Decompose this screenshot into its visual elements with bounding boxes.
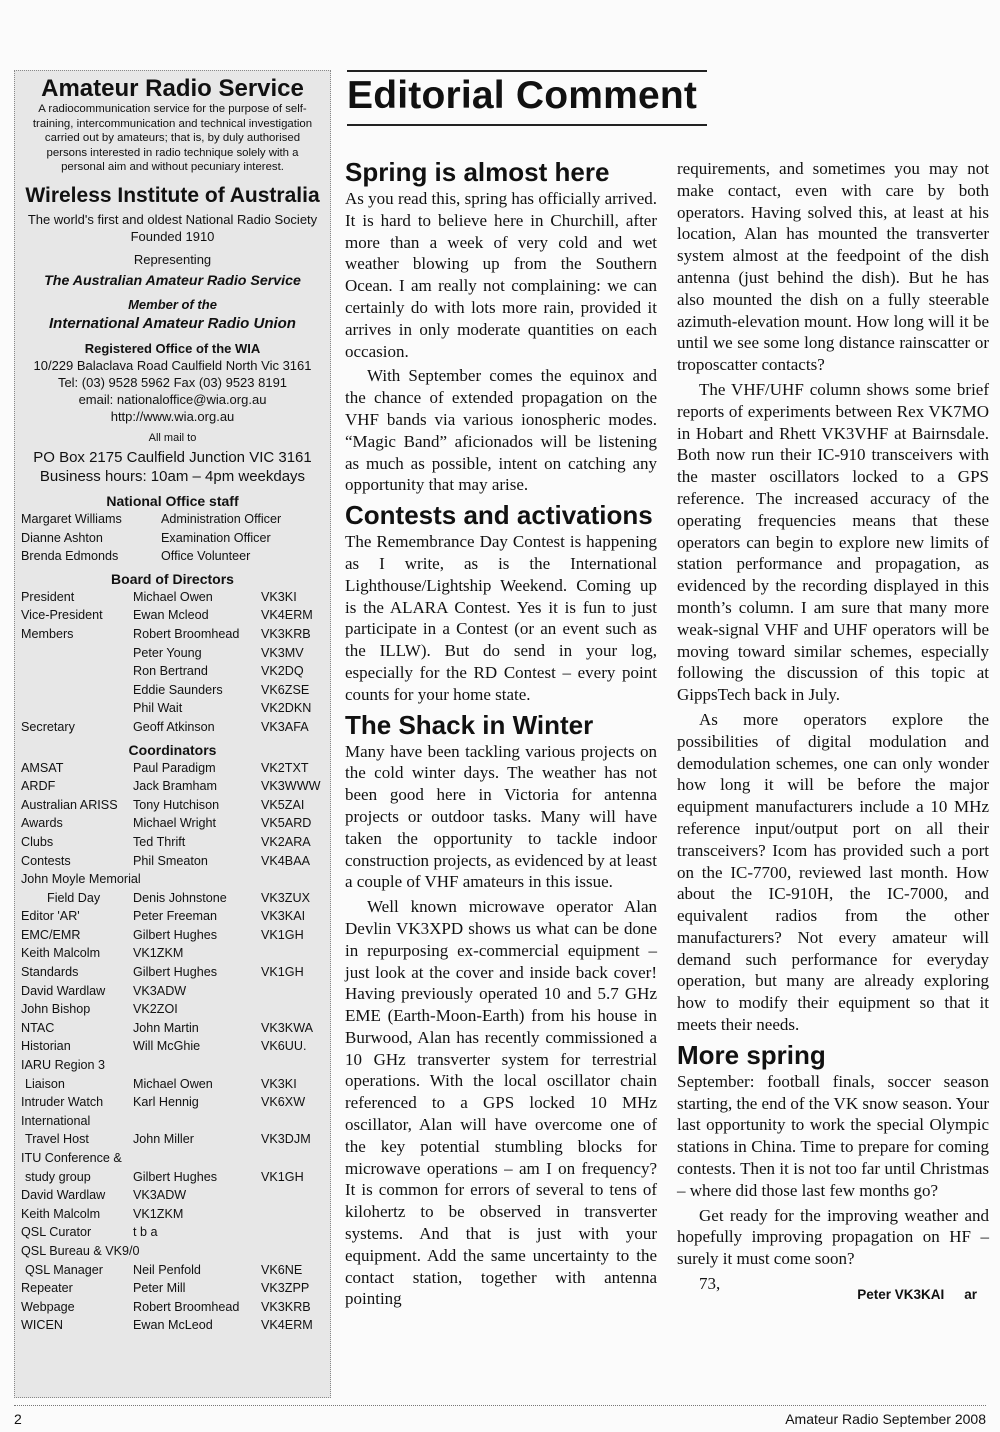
section-heading: Contests and activations [345, 500, 653, 531]
role-cell [21, 644, 133, 663]
sidebar-panel [14, 70, 331, 1398]
name-cell: Gilbert Hughes [133, 927, 217, 942]
name-cell: Tony Hutchison [133, 797, 220, 812]
office-phone: Tel: (03) 9528 5962 Fax (03) 9523 8191 [57, 374, 288, 390]
name-cell: Karl Hennig [133, 1095, 199, 1110]
role-cell: ITU Conference & [21, 1151, 122, 1165]
callsign-cell: VK1GH [261, 927, 304, 942]
callsign-cell [261, 1000, 324, 1019]
callsign-cell: VK2TXT [261, 760, 309, 775]
office-address: 10/229 Balaclava Road Caulfield North Vic 3161 [33, 357, 312, 373]
business-hours: Business hours: 10am – 4pm weekdays [39, 468, 306, 485]
name-cell: John Martin [133, 1020, 199, 1035]
name-cell: Ewan Mcleod [133, 608, 209, 623]
coordinator-row [21, 1093, 324, 1112]
callsign-cell [261, 1149, 324, 1168]
name-cell: Ewan McLeod [133, 1318, 213, 1333]
role-cell: Keith Malcolm [21, 946, 101, 961]
coordinator-row [21, 963, 324, 982]
sidebar-title: Amateur Radio Service [41, 75, 304, 102]
coordinator-row [21, 926, 324, 945]
staff-row [21, 529, 324, 548]
role-cell [21, 662, 133, 681]
coordinator-row [21, 1000, 324, 1019]
role-cell: QSL Manager [25, 1262, 103, 1277]
callsign-cell [261, 1242, 324, 1261]
role-cell: Contests [21, 853, 71, 868]
role-cell: Field Day [47, 890, 101, 905]
office-email: email: nationaloffice@wia.org.au [78, 391, 267, 407]
coordinator-row [21, 1112, 324, 1131]
callsign-cell: VK6NE [261, 1262, 303, 1277]
callsign-cell: VK5ZAI [261, 797, 305, 812]
name-cell: Paul Paradigm [133, 760, 216, 775]
board-row [21, 644, 324, 663]
role-cell: Repeater [21, 1281, 73, 1296]
end-mark: ar [964, 1286, 977, 1302]
role-cell: ARDF [21, 779, 56, 794]
staff-role: Administration Officer [161, 512, 282, 526]
coordinators-list [21, 759, 324, 1335]
coordinator-row [21, 1205, 324, 1224]
board-heading: Board of Directors [111, 570, 234, 587]
signature-line [677, 1284, 989, 1306]
role-cell: Historian [21, 1039, 71, 1054]
paragraph: The VHF/UHF column shows some brief reports of experiments between Rex VK7MO in Hobart and Rhett VK3VHF at Bairnsdale. Both now run their IC-910 transceivers with the master oscillators locked to a GPS reference. The increased accuracy of the operating frequencies means that these operators can begin to explore new limits of station performance and propagation, as evidenced by the recording displayed in this month’s column. I am sure that many more weak-signal VHF and UHF operators will be moving toward similar schemes, especially following the discussion of this topic at GippsTech back in July. [677, 379, 989, 705]
name-cell: Geoff Atkinson [133, 719, 215, 734]
signature: Peter VK3KAI [857, 1286, 945, 1302]
role-cell: NTAC [21, 1020, 55, 1035]
member-of-label: Member of the [128, 296, 217, 312]
callsign-cell: VK3KRB [261, 1299, 311, 1314]
callsign-cell [261, 1056, 324, 1075]
coordinator-row [21, 1316, 324, 1335]
callsign-cell: VK3AFA [261, 719, 309, 734]
callsign-cell: VK2DQ [261, 664, 304, 679]
role-cell: David Wardlaw [21, 983, 106, 998]
callsign-cell: VK2ARA [261, 834, 311, 849]
callsign-cell [261, 944, 324, 963]
editorial-title: Editorial Comment [347, 74, 698, 117]
board-row [21, 588, 324, 607]
representing-label: Representing [133, 251, 212, 267]
role-cell: Secretary [21, 719, 75, 734]
name-cell: John Miller [133, 1132, 194, 1147]
staff-list [21, 510, 324, 566]
role-cell [21, 681, 133, 700]
staff-name: Brenda Edmonds [21, 549, 119, 564]
role-cell: AMSAT [21, 760, 64, 775]
role-cell: EMC/EMR [21, 927, 81, 942]
coordinator-row [21, 833, 324, 852]
page-footer [14, 1405, 986, 1427]
role-cell: Travel Host [25, 1132, 89, 1147]
coordinator-row [21, 814, 324, 833]
represented-service: The Australian Amateur Radio Service [44, 272, 301, 289]
role-cell: Keith Malcolm [21, 1206, 101, 1221]
coordinator-row [21, 796, 324, 815]
name-cell: Eddie Saunders [133, 682, 223, 697]
callsign-cell [261, 1223, 324, 1242]
coordinator-row [21, 777, 324, 796]
role-cell: Members [21, 626, 74, 641]
name-cell: Denis Johnstone [133, 890, 227, 905]
coordinator-row [21, 907, 324, 926]
coordinator-row [21, 1168, 324, 1187]
callsign-cell: VK4ERM [261, 1318, 313, 1333]
callsign-cell: VK3DJM [261, 1132, 311, 1147]
callsign-cell: VK3KWA [261, 1020, 314, 1035]
coordinator-row [21, 982, 324, 1001]
callsign-cell: VK6ZSE [261, 682, 310, 697]
coordinator-row [21, 1130, 324, 1149]
staff-row [21, 547, 324, 566]
name-cell [133, 1242, 261, 1261]
coordinator-row [21, 1242, 324, 1261]
editorial-banner [347, 70, 707, 118]
name-cell: VK3ADW [133, 1188, 187, 1203]
wia-founded: Founded 1910 [130, 228, 215, 244]
staff-row [21, 510, 324, 529]
name-cell [133, 870, 261, 889]
coordinator-row [21, 1186, 324, 1205]
po-box: PO Box 2175 Caulfield Junction VIC 3161 [33, 449, 312, 466]
name-cell: Michael Owen [133, 589, 213, 604]
callsign-cell: VK1GH [261, 1169, 304, 1184]
name-cell: VK3ADW [133, 983, 187, 998]
paragraph: As you read this, spring has officially arrived. It is hard to believe here in Churchill, after more than a week of very cold and wet weather blowing up from the Southern Ocean. I am really not complaining: we can certainly do with lots more rain, provided it arrives in only moderate quantities on each occasion. [345, 189, 657, 361]
name-cell: Michael Owen [133, 1076, 213, 1091]
page-number: 2 [14, 1411, 22, 1427]
name-cell: Jack Bramham [133, 779, 217, 794]
callsign-cell [261, 982, 324, 1001]
name-cell [133, 1149, 261, 1168]
coordinator-row [21, 1149, 324, 1168]
role-cell: study group [25, 1169, 91, 1184]
paragraph: With September comes the equinox and the chance of extended propagation on the VHF bands via various ionospheric modes. “Magic Band” aficionados will be listening as much as possible, intent on catching any opportunity that may arise. [345, 366, 657, 495]
name-cell [133, 1112, 261, 1131]
paragraph: Well known microwave operator Alan Devlin VK3XPD shows us what can be done in repurposing ex-commercial equipment – just look at the cover and inside back cover! Having previously operated 10 and 5.7 GHz EME (Earth-Moon-Earth) from his house in Burwood, Alan has recently commissioned a 10 GHz transverter system for terrestrial operations. With the local oscillator chain referenced to a GPS locked 10 MHz oscillator, Alan will have overcome one of the key potential stumbling blocks for microwave operations – am I on frequency? It is common for errors of several to tens of kilohertz to be observed in transverter systems. And that is just with your equipment. Add the same uncertainty to the contact station, together with antenna pointing [345, 897, 657, 1309]
coordinator-row [21, 1056, 324, 1075]
name-cell: Ron Bertrand [133, 664, 208, 679]
mail-to-label: All mail to [148, 431, 197, 444]
staff-role: Office Volunteer [161, 549, 251, 564]
role-cell: Clubs [21, 834, 54, 849]
board-list [21, 588, 324, 737]
board-row [21, 699, 324, 718]
role-cell: WICEN [21, 1318, 63, 1333]
role-cell: John Bishop [21, 1002, 91, 1017]
role-cell: Liaison [25, 1076, 65, 1091]
role-cell: Intruder Watch [21, 1095, 104, 1110]
section-heading: Spring is almost here [345, 157, 610, 187]
coordinator-row [21, 759, 324, 778]
board-row [21, 681, 324, 700]
name-cell: Robert Broomhead [133, 1299, 240, 1314]
paragraph: September: football finals, soccer season starting, the end of the VK snow season. Your last opportunity to work the special Olympic stations in China. Time to prepare for coming contests. Then it is not too far until Christmas – where did those last few months go? [677, 1071, 989, 1200]
section-heading: More spring [677, 1039, 826, 1070]
board-row [21, 662, 324, 681]
coordinator-row [21, 1279, 324, 1298]
name-cell: Peter Young [133, 645, 202, 660]
paragraph: 73, [699, 1274, 721, 1294]
name-cell: Neil Penfold [133, 1262, 201, 1277]
role-cell [21, 699, 133, 718]
paragraph: The Remembrance Day Contest is happening as I write, as is the International Lighthouse/Lightship Weekend. Coming up is the ALARA Contest. Yes it is fun to just participate in a Contest (or an event such as the ILLW). But do send in your log, especially for the RD Contest – every point counts for your home state. [345, 532, 657, 704]
callsign-cell: VK3KRB [261, 626, 311, 641]
wia-description: The world's first and oldest National Radio Society [27, 211, 318, 227]
name-cell: Peter Mill [133, 1281, 186, 1296]
name-cell: t b a [133, 1225, 158, 1240]
callsign-cell: VK4ERM [261, 608, 313, 623]
callsign-cell: VK3ZUX [261, 890, 310, 905]
callsign-cell: VK6UU. [261, 1039, 307, 1054]
staff-role: Examination Officer [161, 530, 271, 545]
name-cell [133, 1056, 261, 1075]
role-cell: Standards [21, 965, 79, 980]
name-cell: Phil Smeaton [133, 853, 208, 868]
coordinator-row [21, 1075, 324, 1094]
name-cell: Gilbert Hughes [133, 965, 217, 980]
banner-rule [347, 124, 707, 126]
role-cell: Editor 'AR' [21, 909, 80, 924]
name-cell: VK1ZKM [133, 1206, 184, 1221]
coordinator-row [21, 1019, 324, 1038]
paragraph: Many have been tackling various projects on the cold winter days. The weather has not been good here in Victoria for antenna projects or outdoor tasks. Many will have taken the opportunity to tackle indoor construction projects, as evidenced by at least a couple of VHF amateurs in this issue. [345, 741, 657, 892]
callsign-cell: VK3MV [261, 645, 304, 660]
role-cell: Vice-President [21, 608, 103, 623]
callsign-cell: VK3KAI [261, 909, 306, 924]
role-cell: Webpage [21, 1299, 75, 1314]
callsign-cell: VK3WWW [261, 779, 321, 794]
board-row [21, 625, 324, 644]
coordinator-row [21, 1261, 324, 1280]
callsign-cell: VK3KI [261, 589, 297, 604]
name-cell: Robert Broomhead [133, 626, 240, 641]
role-cell: International [21, 1113, 91, 1128]
role-cell: Australian ARISS [21, 797, 118, 812]
callsign-cell: VK3ZPP [261, 1281, 310, 1296]
office-heading: Registered Office of the WIA [84, 340, 261, 356]
name-cell: Phil Wait [133, 701, 183, 716]
name-cell: Ted Thrift [133, 834, 186, 849]
callsign-cell: VK5ARD [261, 816, 312, 831]
role-cell: John Moyle Memorial [21, 872, 141, 887]
name-cell: Gilbert Hughes [133, 1169, 217, 1184]
staff-name: Dianne Ashton [21, 530, 103, 545]
role-cell: QSL Curator [21, 1225, 92, 1240]
name-cell: Michael Wright [133, 816, 217, 831]
coordinator-row [21, 852, 324, 871]
callsign-cell: VK3KI [261, 1076, 297, 1091]
coordinator-row [21, 1223, 324, 1242]
paragraph: Get ready for the improving weather and hopefully improving propagation on HF – surely it must come soon? [677, 1205, 989, 1269]
board-row [21, 606, 324, 625]
editorial-column-1 [345, 153, 657, 1313]
office-web: http://www.wia.org.au [110, 408, 235, 424]
wia-title: Wireless Institute of Australia [25, 183, 320, 207]
coordinators-heading: Coordinators [128, 741, 217, 758]
callsign-cell [261, 1205, 324, 1224]
paragraph: As more operators explore the possibilities of digital modulation and demodulation schemes, one can only wonder how long it will be before the major equipment manufacturers include a 10 MHz reference input/output port on all their transceivers? Icom has provided such a port on the IC-7700, reviewed last month. How about the IC-910H, the IC-7000, and equivalent radios from the other manufacturers? Not every amateur will demand such performance for everyday operation, but many are already exploring how to modify their equipment so that it meets their needs. [677, 709, 989, 1035]
staff-heading: National Office staff [106, 493, 239, 509]
coordinator-row [21, 1298, 324, 1317]
role-cell: President [21, 589, 75, 604]
iaru-name: International Amateur Radio Union [49, 314, 296, 332]
name-cell: VK1ZKM [133, 946, 184, 961]
role-cell: David Wardlaw [21, 1188, 106, 1203]
role-cell: QSL Bureau & VK9/0 [21, 1243, 140, 1258]
editorial-column-2 [677, 158, 989, 1306]
coordinator-row [21, 870, 324, 889]
coordinator-row [21, 944, 324, 963]
role-cell: IARU Region 3 [21, 1058, 105, 1073]
coordinator-row [21, 889, 324, 908]
service-definition: A radiocommunication service for the purpose of self-training, intercommunication and technical investigation carried out by amateurs; that is, by duly authorised persons interested in radio technique solely with a personal aim and without pecuniary interest. [32, 103, 313, 173]
callsign-cell [261, 1186, 324, 1205]
paragraph: requirements, and sometimes you may not make contact, even with care by both operators. Having solved this, at least at his location, Alan has mounted the transverter system almost at the feedpoint of the dish antenna (just behind the dish). But he has also mounted the dish on a fully steerable azimuth-elevation mount. How long will it be until we see some long distance rainscatter or troposcatter contacts? [677, 159, 989, 375]
staff-name: Margaret Williams [21, 512, 122, 526]
role-cell: Awards [21, 816, 63, 831]
section-heading: The Shack in Winter [345, 709, 594, 740]
publication-line: Amateur Radio September 2008 [785, 1411, 986, 1427]
board-row [21, 718, 324, 737]
callsign-cell: VK2DKN [261, 701, 312, 716]
callsign-cell: VK4BAA [261, 853, 311, 868]
callsign-cell [261, 1112, 324, 1131]
name-cell: Peter Freeman [133, 909, 217, 924]
callsign-cell: VK1GH [261, 965, 304, 980]
name-cell: VK2ZOI [133, 1002, 178, 1017]
callsign-cell [261, 870, 324, 889]
coordinator-row [21, 1037, 324, 1056]
name-cell: Will McGhie [133, 1039, 201, 1054]
callsign-cell: VK6XW [261, 1095, 306, 1110]
